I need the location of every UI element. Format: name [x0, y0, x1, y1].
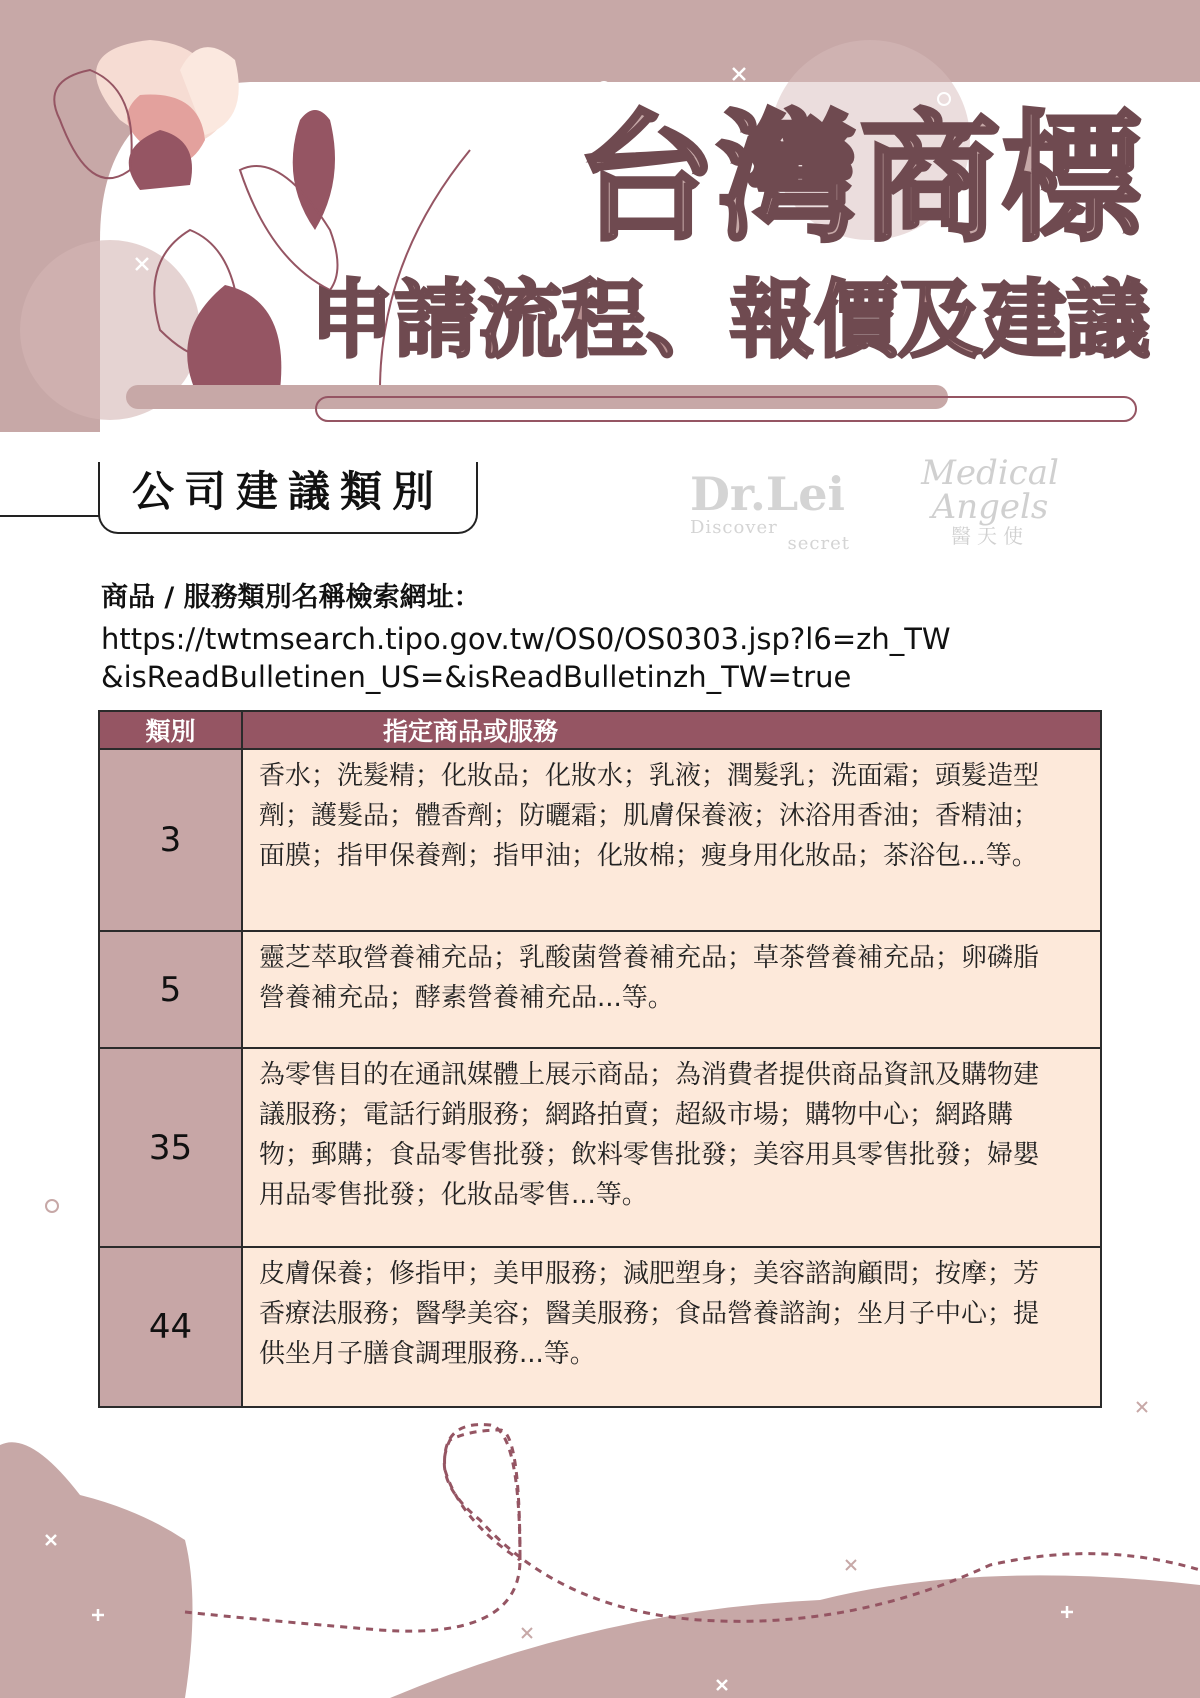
dr-lei-logo-name: Dr.Lei [690, 467, 846, 521]
goods-services-text: 為零售目的在通訊媒體上展示商品；為消費者提供商品資訊及購物建議服務；電話行銷服務；網路拍賣；超級市場；購物中心；網路購物；郵購；食品零售批發；飲料零售批發；美容用具零售批發；婦嬰用品零售批發；化妝品零售...等。 [242, 1048, 1101, 1247]
dr-lei-logo-tagline-2: secret [787, 533, 850, 554]
column-header-goods-services: 指定商品或服務 [242, 711, 1101, 749]
table-row [99, 1247, 1101, 1407]
table-row [99, 931, 1101, 1048]
medical-angels-logo [905, 453, 1075, 556]
medical-angels-logo-chinese: 醫天使 [951, 524, 1029, 548]
class-number: 3 [99, 749, 242, 931]
goods-services-text: 香水；洗髮精；化妝品；化妝水；乳液；潤髮乳；洗面霜；頭髮造型劑；護髮品；體香劑；防曬霜；肌膚保養液；沐浴用香油；香精油；面膜；指甲保養劑；指甲油；化妝棉；瘦身用化妝品；茶浴包...等。 [242, 749, 1101, 931]
page-title: 台灣商標 [575, 98, 1144, 261]
table-row [99, 749, 1101, 931]
table-header-row [99, 711, 1101, 749]
trademark-class-table [98, 710, 1102, 1408]
page-subtitle: 申請流程、報價及建議 [309, 271, 1150, 369]
class-number: 35 [99, 1048, 242, 1247]
table-row [99, 1048, 1101, 1247]
section-title: 公司建議類別 [131, 467, 444, 516]
column-header-class: 類別 [99, 711, 242, 749]
dr-lei-logo-tagline-1: Discover [690, 517, 778, 538]
dr-lei-logo [690, 467, 860, 554]
goods-services-text: 皮膚保養；修指甲；美甲服務；減肥塑身；美容諮詢顧問；按摩；芳香療法服務；醫學美容；醫美服務；食品營養諮詢；坐月子中心；提供坐月子膳食調理服務...等。 [242, 1247, 1101, 1407]
class-number: 5 [99, 931, 242, 1048]
class-number: 44 [99, 1247, 242, 1407]
goods-services-text: 靈芝萃取營養補充品；乳酸菌營養補充品；草茶營養補充品；卵磷脂營養補充品；酵素營養補充品...等。 [242, 931, 1101, 1048]
search-url-label: 商品 / 服務類別名稱檢索網址： [101, 582, 481, 613]
section-divider-line [0, 515, 100, 517]
search-url-link[interactable]: https://twtmsearch.tipo.gov.tw/OS0/OS0303.jsp?l6=zh_TW&isReadBulletinen_US=&isReadBulletinzh_TW=true [101, 622, 951, 694]
medical-angels-logo-name: Medical Angels [921, 453, 1059, 527]
